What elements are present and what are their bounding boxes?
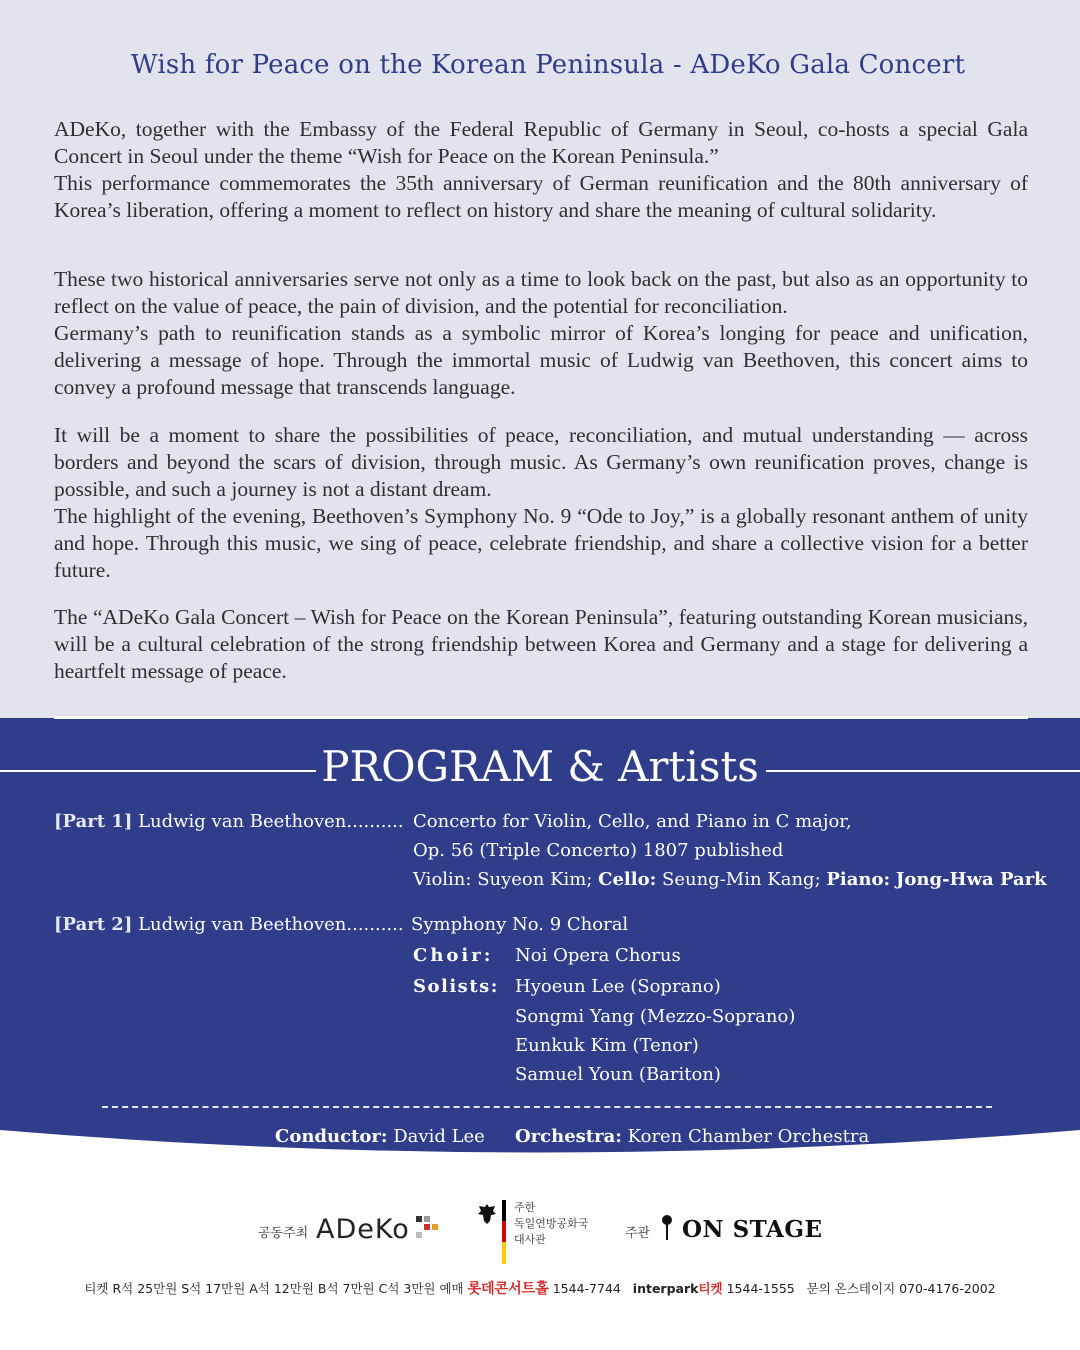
cello-artist: Seung-Min Kang; (662, 869, 821, 890)
part1-work-line1: Concerto for Violin, Cello, and Piano in C major, (413, 811, 852, 832)
solists-label: Solists: (413, 976, 499, 997)
paragraph-2b: Germany’s path to reunification stands as a symbolic mirror of Korea’s longing for peace and unification, delivering a message of hope. Through the immortal music of Ludwig van Beethoven, this concert aims to convey a profound message that transcends language. (54, 321, 1028, 399)
part1-composer: Ludwig van Beethoven.......... (138, 811, 404, 832)
choir-name: Noi Opera Chorus (515, 945, 681, 966)
solist-3: Eunkuk Kim (Tenor) (515, 1035, 699, 1056)
german-flag-stripe (502, 1200, 506, 1264)
lotte-concert-hall-logo: 롯데콘서트홀 (467, 1281, 549, 1297)
interpark-ticket-label: 티켓 (698, 1281, 723, 1296)
organizer-label: 주관 (625, 1226, 651, 1241)
part1-work-line2: Op. 56 (Triple Concerto) 1807 published (413, 840, 784, 861)
german-eagle-icon (476, 1202, 498, 1226)
piano-label: Piano: (826, 869, 891, 890)
microphone-icon (660, 1214, 674, 1242)
page-title: Wish for Peace on the Korean Peninsula - ADeKo Gala Concert (130, 50, 966, 80)
part2-tag: [Part 2] (54, 914, 133, 935)
orchestra-label: Orchestra: (515, 1126, 622, 1147)
ticket-prices: 티켓 R석 25만원 S석 17만원 A석 12만원 B석 7만원 C석 3만원 예매 (84, 1281, 464, 1296)
paragraph-1 (54, 116, 1028, 224)
paragraph-4 (54, 604, 1028, 685)
adeko-logo-squares-icon (416, 1216, 438, 1238)
paragraph-1a: ADeKo, together with the Embassy of the Federal Republic of Germany in Seoul, co-hosts a special Gala Concert in Seoul under the theme “Wish for Peace on the Korean Peninsula.” (54, 117, 1028, 168)
cello-label: Cello: (598, 869, 657, 890)
embassy-name (514, 1200, 588, 1248)
solist-2: Songmi Yang (Mezzo-Soprano) (515, 1006, 796, 1027)
lotte-phone: 1544-7744 (552, 1281, 621, 1296)
paragraph-1b: This performance commemorates the 35th anniversary of German reunification and the 80th anniversary of Korea’s liberation, offering a moment to reflect on history and share the meaning of cultural solidarity. (54, 171, 1028, 222)
violin-artist: Suyeon Kim; (477, 869, 593, 890)
interpark-logo: interpark (632, 1281, 699, 1296)
part1-tag: [Part 1] (54, 811, 133, 832)
paragraph-2 (54, 266, 1028, 401)
violin-label: Violin: (413, 869, 472, 890)
part2-composer: Ludwig van Beethoven.......... (138, 914, 404, 935)
paragraph-2a: These two historical anniversaries serve not only as a time to look back on the past, but also as an opportunity to reflect on the value of peace, the pain of division, and the potential for reconciliation. (54, 267, 1028, 318)
cohost-label: 공동주최 (258, 1226, 309, 1241)
part2-header (54, 914, 404, 935)
paragraph-3a: It will be a moment to share the possibilities of peace, reconciliation, and mutual understanding — across borders and beyond the scars of division, through music. As Germany’s own reunification proves, change is possible, and such a journey is not a distant dream. (54, 423, 1028, 501)
paragraph-3b: The highlight of the evening, Beethoven’s Symphony No. 9 “Ode to Joy,” is a globally resonant anthem of unity and hope. Through this music, we sing of peace, celebrate friendship, and share a collective vision for a better future. (54, 504, 1028, 582)
ticket-info (0, 1278, 1080, 1298)
solist-4: Samuel Youn (Bariton) (515, 1064, 721, 1085)
interpark-phone: 1544-1555 (726, 1281, 795, 1296)
adeko-logo: ADeKo (316, 1214, 410, 1245)
onstage-logo: ON STAGE (682, 1216, 823, 1243)
paragraph-3 (54, 422, 1028, 584)
conductor-name: David Lee (393, 1126, 485, 1147)
solist-1: Hyoeun Lee (Soprano) (515, 976, 721, 997)
choir-label: Choir: (413, 945, 494, 966)
section-divider (54, 716, 1028, 719)
part1-header (54, 811, 404, 832)
piano-artist: Jong-Hwa Park (895, 869, 1047, 890)
orchestra-name: Koren Chamber Orchestra (627, 1126, 870, 1147)
embassy-line-1: 주한 (514, 1201, 536, 1214)
embassy-line-2: 독일연방공화국 (514, 1217, 589, 1230)
conductor-label: Conductor: (275, 1126, 388, 1147)
part1-performers (413, 869, 1047, 890)
part2-work: Symphony No. 9 Choral (411, 914, 629, 935)
embassy-line-3: 대사관 (514, 1233, 546, 1246)
inquiry-contact: 문의 온스테이지 070-4176-2002 (806, 1281, 996, 1296)
program-heading: PROGRAM & Artists (321, 742, 759, 791)
paragraph-4-text: The “ADeKo Gala Concert – Wish for Peace on the Korean Peninsula”, featuring outstanding Korean musicians, will be a cultural celebration of the strong friendship between Korea and Germany and a stage for delivering a heartfelt message of peace. (54, 605, 1028, 683)
